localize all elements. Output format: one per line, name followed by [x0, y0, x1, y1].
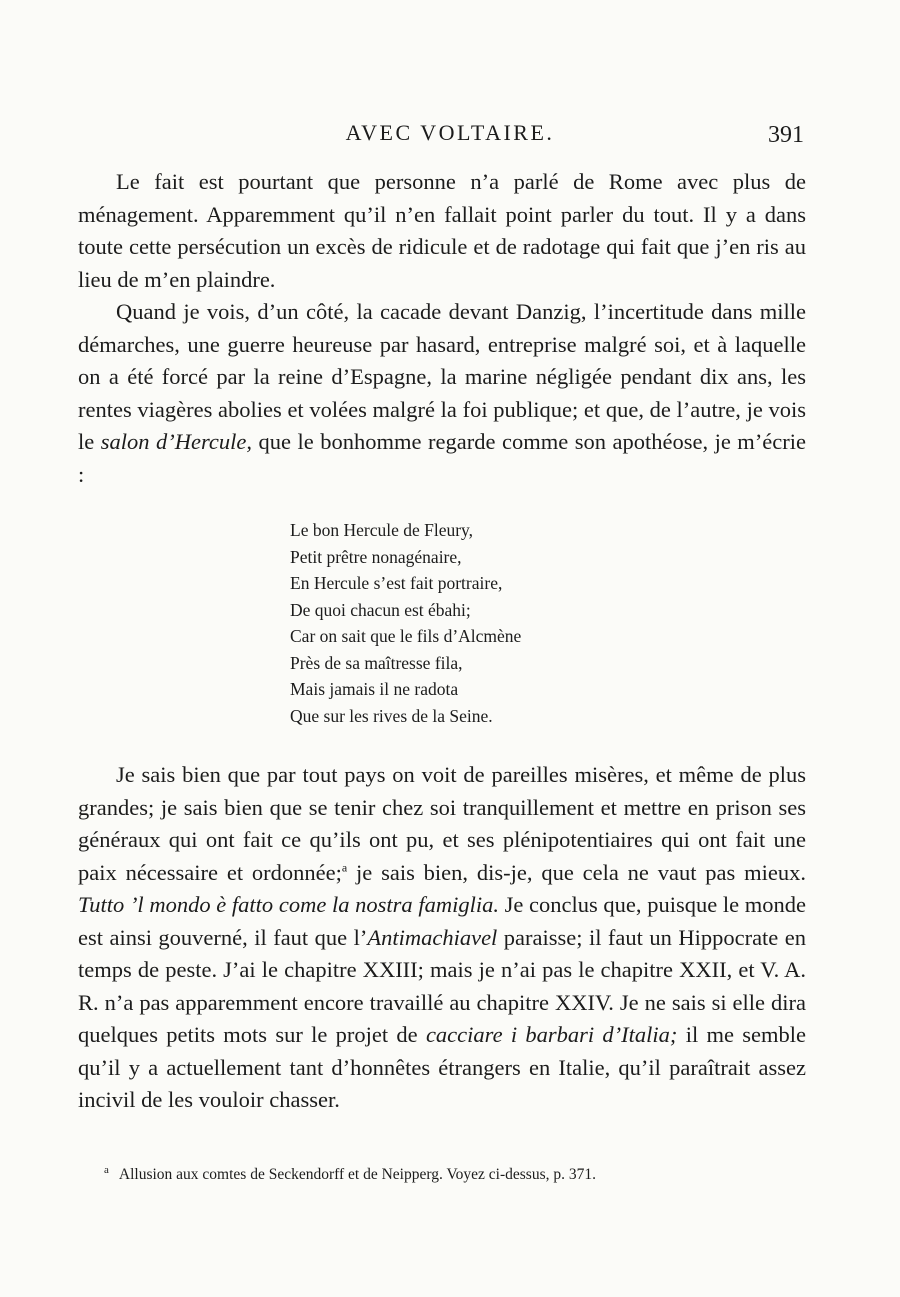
verse-block — [290, 517, 710, 729]
verse-line: Le bon Hercule de Fleury, — [290, 520, 474, 540]
verse-line: Près de sa maîtresse fila, — [290, 652, 463, 673]
book-title-antimachiavel: Antimachiavel — [367, 924, 498, 950]
paragraph-3-s3: Je conclus que, puisque le monde est ainsi gouverné, il faut que l’ — [78, 892, 806, 950]
italian-quote: Tutto ’l mondo è fatto come la nostra famiglia. — [78, 892, 499, 917]
paragraph-3-s5: il me semble qu’il y a actuellement tant d’honnêtes étrangers en Italie, qu’il paraîtrait assez incivil de les vouloir chasser. — [78, 1022, 806, 1112]
paragraph-3-s2: je sais bien, dis-je, que cela ne vaut pas mieux. — [347, 859, 806, 885]
paragraph-1: Le fait est pourtant que personne n’a parlé de Rome avec plus de ménagement. Apparemment qu’il n’en fallait point parler du tout. Il y a dans toute cette persécution un excès de ridicule et de radotage qui fait que j’en ris au lieu de m’en plaindre. — [78, 169, 806, 292]
page-number: 391 — [768, 122, 804, 148]
verse-line: En Hercule s’est fait portraire, — [290, 573, 503, 593]
paragraph-2-tail: que le bonhomme regarde comme son apothéose, je m’écrie : — [78, 429, 807, 487]
paragraph-2-text: Quand je vois, d’un côté, la cacade devant Danzig, l’incertitude dans mille démarches, une guerre heureuse par hasard, entreprise malgré soi, et à laquelle on a été forcé par la reine d’Espagne, la marine négligée pendant dix ans, les rentes viagères abolies et volées malgré la foi publique; et que, de l’autre, je vois le — [78, 299, 806, 454]
verse-line: Que sur les rives de la Seine. — [290, 705, 493, 726]
paragraph-2 — [78, 296, 806, 491]
paragraph-2-italic: salon d’Hercule, — [100, 429, 253, 454]
italian-phrase: cacciare i barbari d’Italia; — [425, 1022, 678, 1047]
footnote — [104, 1164, 804, 1184]
footnote-text: Allusion aux comtes de Seckendorff et de Neipperg. Voyez ci-dessus, p. 371. — [118, 1166, 596, 1184]
footnote-reference: a — [341, 860, 348, 874]
verse-line: Car on sait que le fils d’Alcmène — [290, 626, 522, 646]
running-title: AVEC VOLTAIRE. — [345, 120, 555, 145]
running-head — [0, 118, 900, 148]
verse-line: Petit prêtre nonagénaire, — [290, 546, 462, 567]
paragraph-3-s4: paraisse; il faut un Hippocrate en temps de peste. J’ai le chapitre XXIII; mais je n’ai pas le chapitre XXII, et V. A. R. n’a pas apparemment encore travaillé au chapitre XXIV. Je ne sais si elle dira quelques petits mots sur le projet de — [78, 924, 806, 1047]
verse-line: De quoi chacun est ébahi; — [290, 599, 471, 620]
verse-line: Mais jamais il ne radota — [290, 679, 459, 699]
footnote-mark: a — [104, 1164, 109, 1176]
paragraph-3 — [78, 759, 806, 1117]
paragraph-3-s1: Je sais bien que par tout pays on voit de pareilles misères, et même de plus grandes; je sais bien que se tenir chez soi tranquillement et mettre en prison ses généraux qui ont fait ce qu’ils ont pu, et ses plénipotentiaires qui ont fait une paix nécessaire et ordonnée; — [78, 762, 806, 885]
